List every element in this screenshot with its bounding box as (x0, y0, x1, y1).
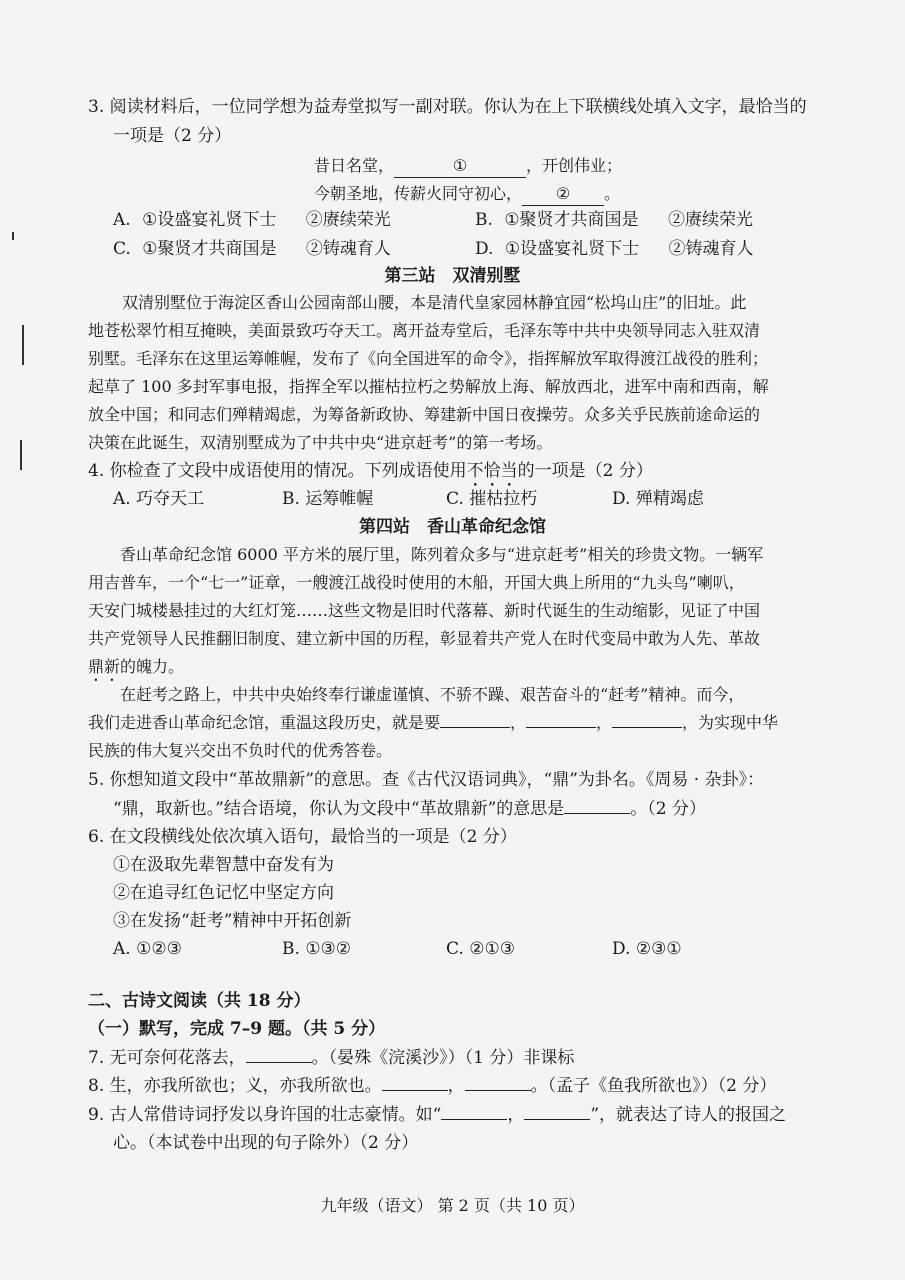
line-start: “鼎，取新也。”结合语境，你认为文段中“革故鼎新”的意思是 (113, 799, 565, 819)
q4-option-a[interactable] (113, 486, 204, 512)
answer-blank[interactable] (564, 813, 630, 814)
station-4-paragraph-line (88, 710, 778, 736)
option-letter: C. (113, 239, 131, 259)
station-4-paragraph-line: 香山革命纪念馆 6000 平方米的展厅里，陈列着众多与“进京赶考”相关的珍贵文物。一辆军 (120, 545, 764, 564)
q3-option-a[interactable] (113, 207, 391, 233)
station-3-paragraph-line: 放全中国；和同志们殚精竭虑，为筹备新政协、筹建新中国日夜操劳。众多关乎民族前途命运的 (88, 405, 761, 424)
option-part-a: ①设盛宴礼贤下士 (504, 239, 640, 259)
option-letter: A. (113, 489, 131, 509)
station-3-paragraph-line: 决策在此诞生，双清别墅成为了中共中央“进京赶考”的第一考场。 (88, 433, 553, 452)
q6-option-a[interactable] (113, 936, 182, 962)
station-3-paragraph-line: 起草了 100 多封军事电报，指挥全军以摧枯拉朽之势解放上海、解放西北，进军中南和西南，解 (88, 377, 769, 396)
q6-item: ②在追寻红色记忆中坚定方向 (113, 883, 334, 903)
line-start: 8. 生，亦我所欲也；义，亦我所欲也。 (88, 1076, 382, 1096)
q6-option-c[interactable] (446, 936, 515, 962)
option-letter: B. (282, 939, 300, 959)
q6-item: ①在汲取先辈智慧中奋发有为 (113, 855, 334, 875)
q3-option-b[interactable] (475, 207, 753, 233)
question-4-end: 的一项是（2 分） (517, 461, 653, 481)
couplet-lower-end: 。 (604, 184, 621, 203)
station-4-paragraph-line: 用吉普车，一个“七一”证章，一艘渡江战役时使用的木船，开国大典上所用的“九头鸟”喇叭， (88, 573, 745, 592)
station-4-title: 第四站 香山革命纪念馆 (359, 517, 546, 537)
option-part-b: ②铸魂育人 (668, 239, 754, 259)
comma: ， (596, 713, 613, 732)
option-letter: B. (282, 489, 300, 509)
fill-blank[interactable] (612, 727, 682, 728)
station-4-paragraph-line (88, 654, 184, 685)
line-end: 的魄力。 (120, 657, 185, 676)
station-4-paragraph-line: 民族的伟大复兴交出不负时代的优秀答卷。 (88, 741, 393, 760)
q3-option-d[interactable] (475, 236, 754, 262)
option-part-a: ①聚贤才共商国是 (142, 239, 277, 259)
question-4-start: 4. 你检查了文段中成语使用的情况。下列成语使用 (88, 461, 467, 481)
option-part-b: ②铸魂育人 (305, 239, 391, 259)
station-4-paragraph-line: 天安门城楼悬挂过的大红灯笼……这些文物是旧时代落幕、新时代诞生的生动缩影，见证了中国 (88, 601, 761, 620)
station-3-paragraph-line: 双清别墅位于海淀区香山公园南部山腰，本是清代皇家园林静宜园“松坞山庄”的旧址。此 (122, 293, 747, 312)
q6-option-b[interactable] (282, 936, 351, 962)
blank-2[interactable]: ② (522, 183, 604, 206)
option-text: ①③② (305, 939, 352, 959)
question-5-line1: 5. 你想知道文段中“革故鼎新”的意思。查《古代汉语词典》，“鼎”为卦名。《周易 · 杂卦》： (88, 770, 765, 790)
option-letter: A. (113, 939, 131, 959)
question-8 (88, 1073, 776, 1099)
answer-blank[interactable] (465, 1090, 531, 1091)
couplet-lower-start: 今朝圣地，传薪火同守初心， (314, 184, 523, 203)
question-3-line1: 3. 阅读材料后，一位同学想为益寿堂拟写一副对联。你认为在上下联横线处填入文字，最恰当的 (88, 97, 807, 117)
option-text: ②③① (635, 939, 682, 959)
option-letter: B. (475, 210, 493, 230)
page-footer: 九年级（语文） 第 2 页（共 10 页） (320, 1196, 585, 1215)
line-end: ”，就表达了诗人的报国之 (590, 1105, 787, 1125)
line-start: 9. 古人常借诗词抒发以身许国的壮志豪情。如“ (88, 1105, 442, 1125)
option-letter: C. (446, 939, 464, 959)
answer-blank[interactable] (246, 1062, 312, 1063)
line-end: ，为实现中华 (682, 713, 779, 732)
q3-option-c[interactable] (113, 236, 391, 262)
question-9-line2: 心。（本试卷中出现的句子除外）（2 分） (113, 1133, 419, 1153)
option-letter: A. (113, 210, 131, 230)
option-letter: D. (612, 939, 631, 959)
question-5-line2 (113, 796, 706, 822)
answer-blank[interactable] (382, 1090, 448, 1091)
q4-option-d[interactable] (612, 486, 704, 512)
line-end: 。（孟子《鱼我所欲也》）（2 分） (530, 1076, 777, 1096)
couplet-lower (314, 181, 620, 207)
answer-blank[interactable] (524, 1119, 590, 1120)
question-6: 6. 在文段横线处依次填入语句，最恰当的一项是（2 分） (88, 827, 517, 847)
couplet-upper-start: 昔日名堂， (314, 156, 395, 175)
q6-item: ③在发扬“赶考”精神中开拓创新 (113, 911, 352, 931)
section-2-subtitle: （一）默写，完成 7–9 题。（共 5 分） (88, 1019, 386, 1039)
comma: ， (507, 1105, 525, 1125)
margin-mark (20, 440, 22, 470)
section-2-title: 二、古诗文阅读（共 18 分） (88, 991, 311, 1011)
blank-1[interactable]: ① (394, 155, 526, 178)
line-end: 。（晏殊《浣溪沙》）（1 分）非课标 (311, 1048, 575, 1068)
emphasis-not-appropriate: 不恰当 (466, 461, 518, 481)
option-part-a: ①聚贤才共商国是 (504, 210, 639, 230)
comma: ， (447, 1076, 465, 1096)
station-3-title: 第三站 双清别墅 (384, 266, 521, 286)
station-4-paragraph-line: 在赶考之路上，中共中央始终奉行谦虚谨慎、不骄不躁、艰苦奋斗的“赶考”精神。而今， (120, 685, 745, 704)
q6-option-d[interactable] (612, 936, 682, 962)
margin-mark (22, 325, 24, 365)
margin-mark (12, 232, 14, 240)
q4-option-b[interactable] (282, 486, 373, 512)
station-4-paragraph-line: 共产党领导人民推翻旧制度、建立新中国的历程，彰显着共产党人在时代变局中敢为人先、革故 (88, 629, 761, 648)
answer-blank[interactable] (441, 1119, 507, 1120)
line-end: 。（2 分） (630, 799, 706, 819)
question-3-line2: 一项是（2 分） (113, 126, 232, 146)
station-3-paragraph-line: 地苍松翠竹相互掩映，美面景致巧夺天工。离开益寿堂后，毛泽东等中共中央领导同志入驻双清 (88, 321, 761, 340)
couplet-upper (314, 153, 622, 179)
option-text: 殚精竭虑 (635, 489, 704, 509)
option-letter: D. (612, 489, 631, 509)
option-text: 摧枯拉朽 (469, 489, 538, 509)
emphasis-dingxin: 鼎新 (88, 657, 121, 676)
option-part-a: ①设盛宴礼贤下士 (142, 210, 277, 230)
question-9-line1 (88, 1102, 786, 1128)
option-text: 运筹帷幄 (305, 489, 374, 509)
fill-blank[interactable] (526, 727, 596, 728)
option-text: 巧夺天工 (136, 489, 205, 509)
station-3-paragraph-line: 别墅。毛泽东在这里运筹帷幄，发布了《向全国进军的命令》，指挥解放军取得渡江战役的胜利； (88, 349, 769, 368)
option-text: ②①③ (469, 939, 515, 959)
option-letter: D. (475, 239, 494, 259)
line-start: 我们走进香山革命纪念馆，重温这段历史，就是要 (88, 713, 441, 732)
option-part-b: ②赓续荣光 (305, 210, 391, 230)
q4-option-c[interactable] (446, 486, 537, 512)
option-text: ①②③ (136, 939, 182, 959)
line-start: 7. 无可奈何花落去， (88, 1048, 246, 1068)
fill-blank[interactable] (440, 727, 510, 728)
option-part-b: ②赓续荣光 (667, 210, 753, 230)
comma: ， (510, 713, 527, 732)
question-7 (88, 1045, 574, 1071)
option-letter: C. (446, 489, 464, 509)
couplet-upper-end: ，开创伟业； (526, 156, 623, 175)
